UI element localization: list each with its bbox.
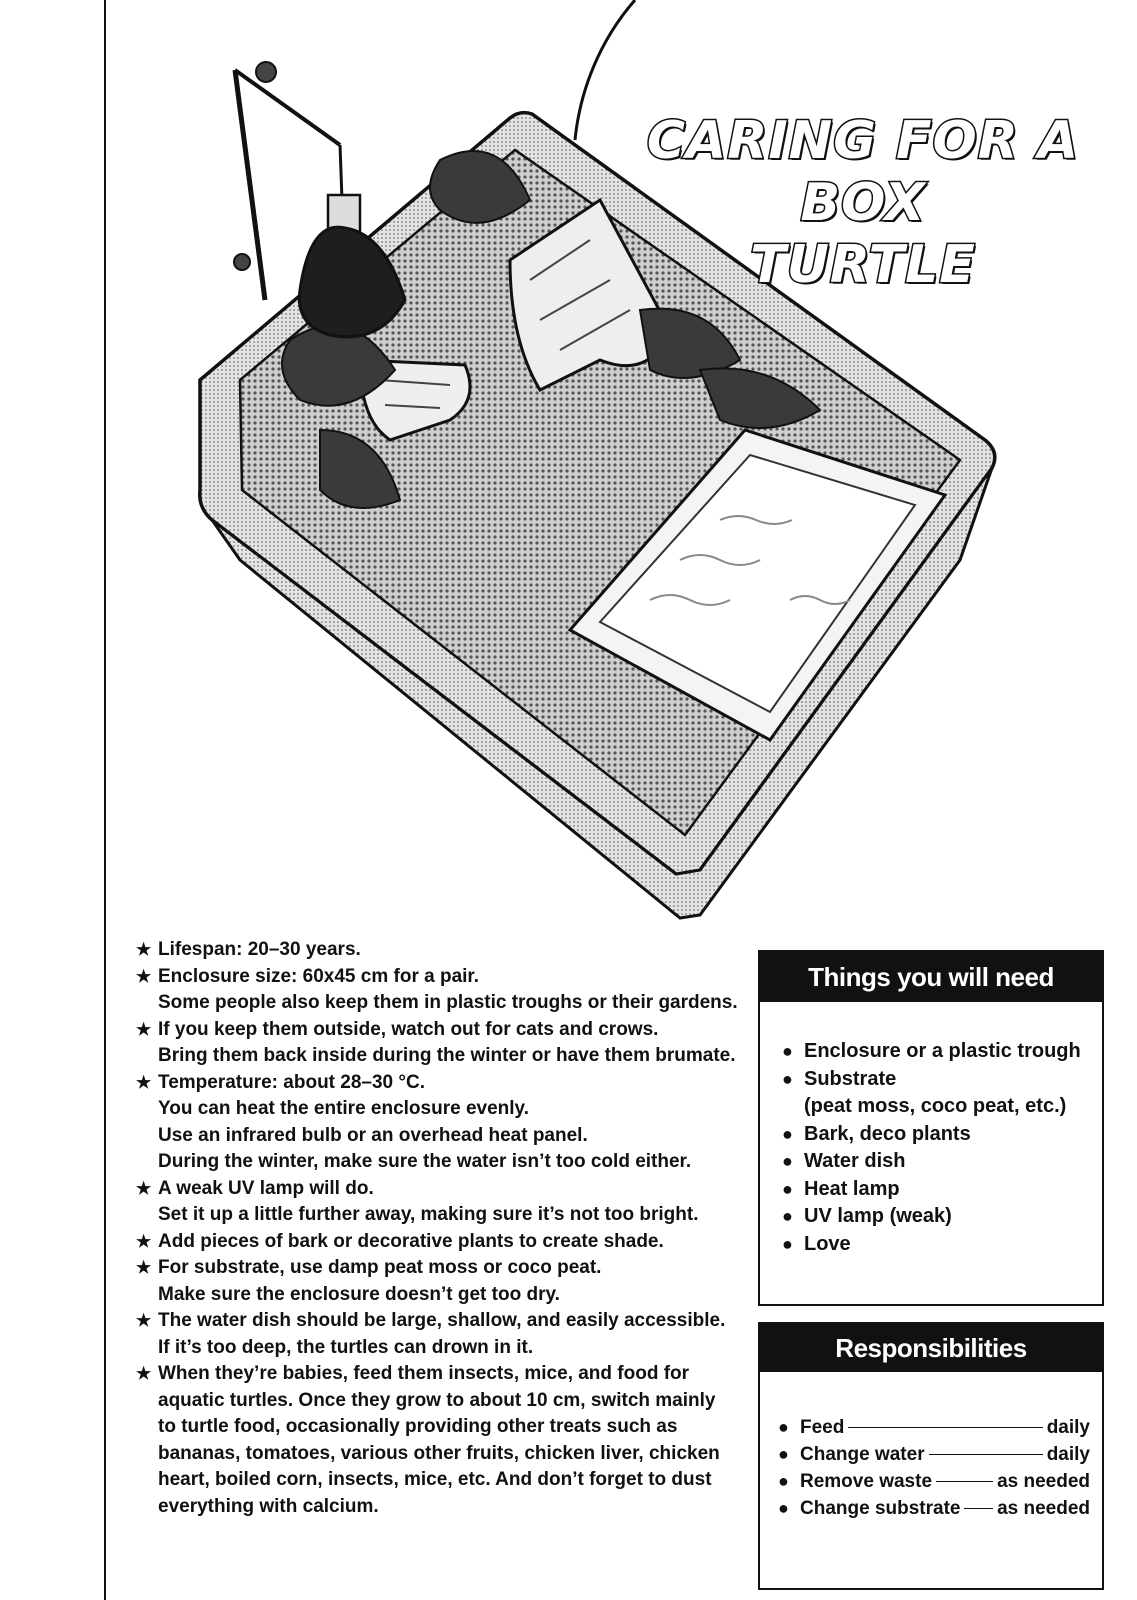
bubble-outline <box>575 0 635 140</box>
fact-text: to turtle food, occasionally providing other treats such as <box>158 1416 678 1437</box>
leader-line <box>848 1427 1042 1428</box>
responsibilities-list <box>778 1414 1090 1522</box>
fact-item <box>136 1017 736 1070</box>
fact-text: Enclosure size: 60x45 cm for a pair. <box>158 965 480 987</box>
leader-line <box>964 1508 993 1509</box>
fact-text: You can heat the entire enclosure evenly. <box>158 1098 529 1119</box>
task-frequency: as needed <box>997 1471 1090 1492</box>
page-title <box>628 110 1098 296</box>
list-item <box>782 1203 1081 1231</box>
task-label: Change water <box>800 1444 925 1465</box>
fact-item <box>136 937 736 964</box>
list-item <box>778 1468 1090 1495</box>
bullet-icon: ● <box>782 1151 793 1171</box>
list-item <box>782 1038 1081 1066</box>
task-frequency: as needed <box>997 1498 1090 1519</box>
task-label: Feed <box>800 1417 845 1438</box>
bullet-icon: ● <box>778 1417 789 1437</box>
need-label: UV lamp (weak) <box>804 1205 952 1227</box>
fact-text: During the winter, make sure the water isn’t too cold either. <box>158 1151 692 1172</box>
fact-text: Make sure the enclosure doesn’t get too dry. <box>158 1283 560 1305</box>
fact-text: Set it up a little further away, making sure it’s not too bright. <box>158 1204 699 1225</box>
task-frequency: daily <box>1046 1444 1090 1465</box>
list-item <box>782 1066 1081 1121</box>
bullet-icon: ● <box>778 1498 789 1518</box>
task-frequency: daily <box>1046 1417 1090 1438</box>
star-icon: ★ <box>136 940 152 959</box>
need-sublabel: (peat moss, coco peat, etc.) <box>804 1095 1067 1117</box>
bullet-icon: ● <box>778 1471 789 1491</box>
star-icon: ★ <box>136 1178 152 1198</box>
fact-text: Lifespan: 20–30 years. <box>158 939 361 960</box>
bullet-icon: ● <box>782 1233 793 1254</box>
star-icon: ★ <box>136 1231 152 1251</box>
fact-text: If you keep them outside, watch out for cats and crows. <box>158 1018 659 1040</box>
star-icon: ★ <box>136 1072 152 1092</box>
fact-text: Some people also keep them in plastic troughs or their gardens. <box>158 992 738 1013</box>
fact-text: heart, boiled corn, insects, mice, etc. And don’t forget to dust <box>158 1469 712 1490</box>
star-icon: ★ <box>136 966 152 986</box>
fact-text: bananas, tomatoes, various other fruits, chicken liver, chicken <box>158 1442 720 1464</box>
fact-text: A weak UV lamp will do. <box>158 1177 374 1199</box>
task-label: Remove waste <box>800 1471 933 1492</box>
bullet-icon: ● <box>782 1123 793 1144</box>
list-item <box>782 1148 1081 1176</box>
fact-text: For substrate, use damp peat moss or coco peat. <box>158 1257 602 1278</box>
title-line-1: CARING FOR A BOX <box>646 111 1080 233</box>
page-margin-rule <box>104 0 106 1600</box>
fact-item <box>136 1255 736 1308</box>
bullet-icon: ● <box>782 1068 793 1089</box>
need-label: Love <box>804 1232 851 1255</box>
fact-text: everything with calcium. <box>158 1495 379 1517</box>
bullet-icon: ● <box>782 1041 793 1061</box>
star-icon: ★ <box>136 1364 152 1383</box>
list-item <box>778 1441 1090 1468</box>
leader-line <box>929 1454 1043 1455</box>
fact-text: Add pieces of bark or decorative plants to create shade. <box>158 1230 664 1252</box>
need-label: Heat lamp <box>804 1177 900 1200</box>
star-icon: ★ <box>136 1019 152 1039</box>
list-item <box>778 1414 1090 1441</box>
need-label: Substrate <box>804 1067 897 1090</box>
bullet-icon: ● <box>782 1206 793 1226</box>
responsibilities-box <box>758 1322 1104 1590</box>
things-you-will-need-box <box>758 950 1104 1306</box>
list-item <box>782 1176 1081 1204</box>
leader-line <box>936 1481 993 1482</box>
fact-text: When they’re babies, feed them insects, mice, and food for <box>158 1363 690 1384</box>
list-item <box>782 1121 1081 1149</box>
star-icon: ★ <box>136 1311 152 1330</box>
bullet-icon: ● <box>782 1178 793 1199</box>
fact-item <box>136 964 736 1017</box>
fact-text: The water dish should be large, shallow, and easily accessible. <box>158 1310 726 1331</box>
fact-text: Bring them back inside during the winter or have them brumate. <box>158 1045 736 1066</box>
heat-lamp <box>234 62 405 337</box>
fact-text: Temperature: about 28–30 °C. <box>158 1071 425 1093</box>
bullet-icon: ● <box>778 1444 789 1464</box>
star-icon: ★ <box>136 1258 152 1277</box>
needs-list <box>782 1038 1081 1258</box>
fact-item <box>136 1361 736 1520</box>
need-label: Bark, deco plants <box>804 1122 971 1145</box>
fact-text: Use an infrared bulb or an overhead heat panel. <box>158 1124 588 1146</box>
list-item <box>782 1231 1081 1259</box>
needs-heading: Things you will need <box>760 952 1102 1002</box>
fact-item <box>136 1308 736 1361</box>
title-line-2: TURTLE <box>750 235 976 295</box>
care-facts-list <box>136 937 736 1520</box>
fact-text: If it’s too deep, the turtles can drown in it. <box>158 1336 534 1358</box>
need-label: Enclosure or a plastic trough <box>804 1040 1081 1062</box>
fact-item <box>136 1070 736 1176</box>
fact-item <box>136 1229 736 1256</box>
list-item <box>778 1495 1090 1522</box>
fact-item <box>136 1176 736 1229</box>
need-label: Water dish <box>804 1150 906 1172</box>
task-label: Change substrate <box>800 1498 961 1519</box>
responsibilities-heading: Responsibilities <box>760 1324 1102 1372</box>
fact-text: aquatic turtles. Once they grow to about 10 cm, switch mainly <box>158 1389 716 1411</box>
